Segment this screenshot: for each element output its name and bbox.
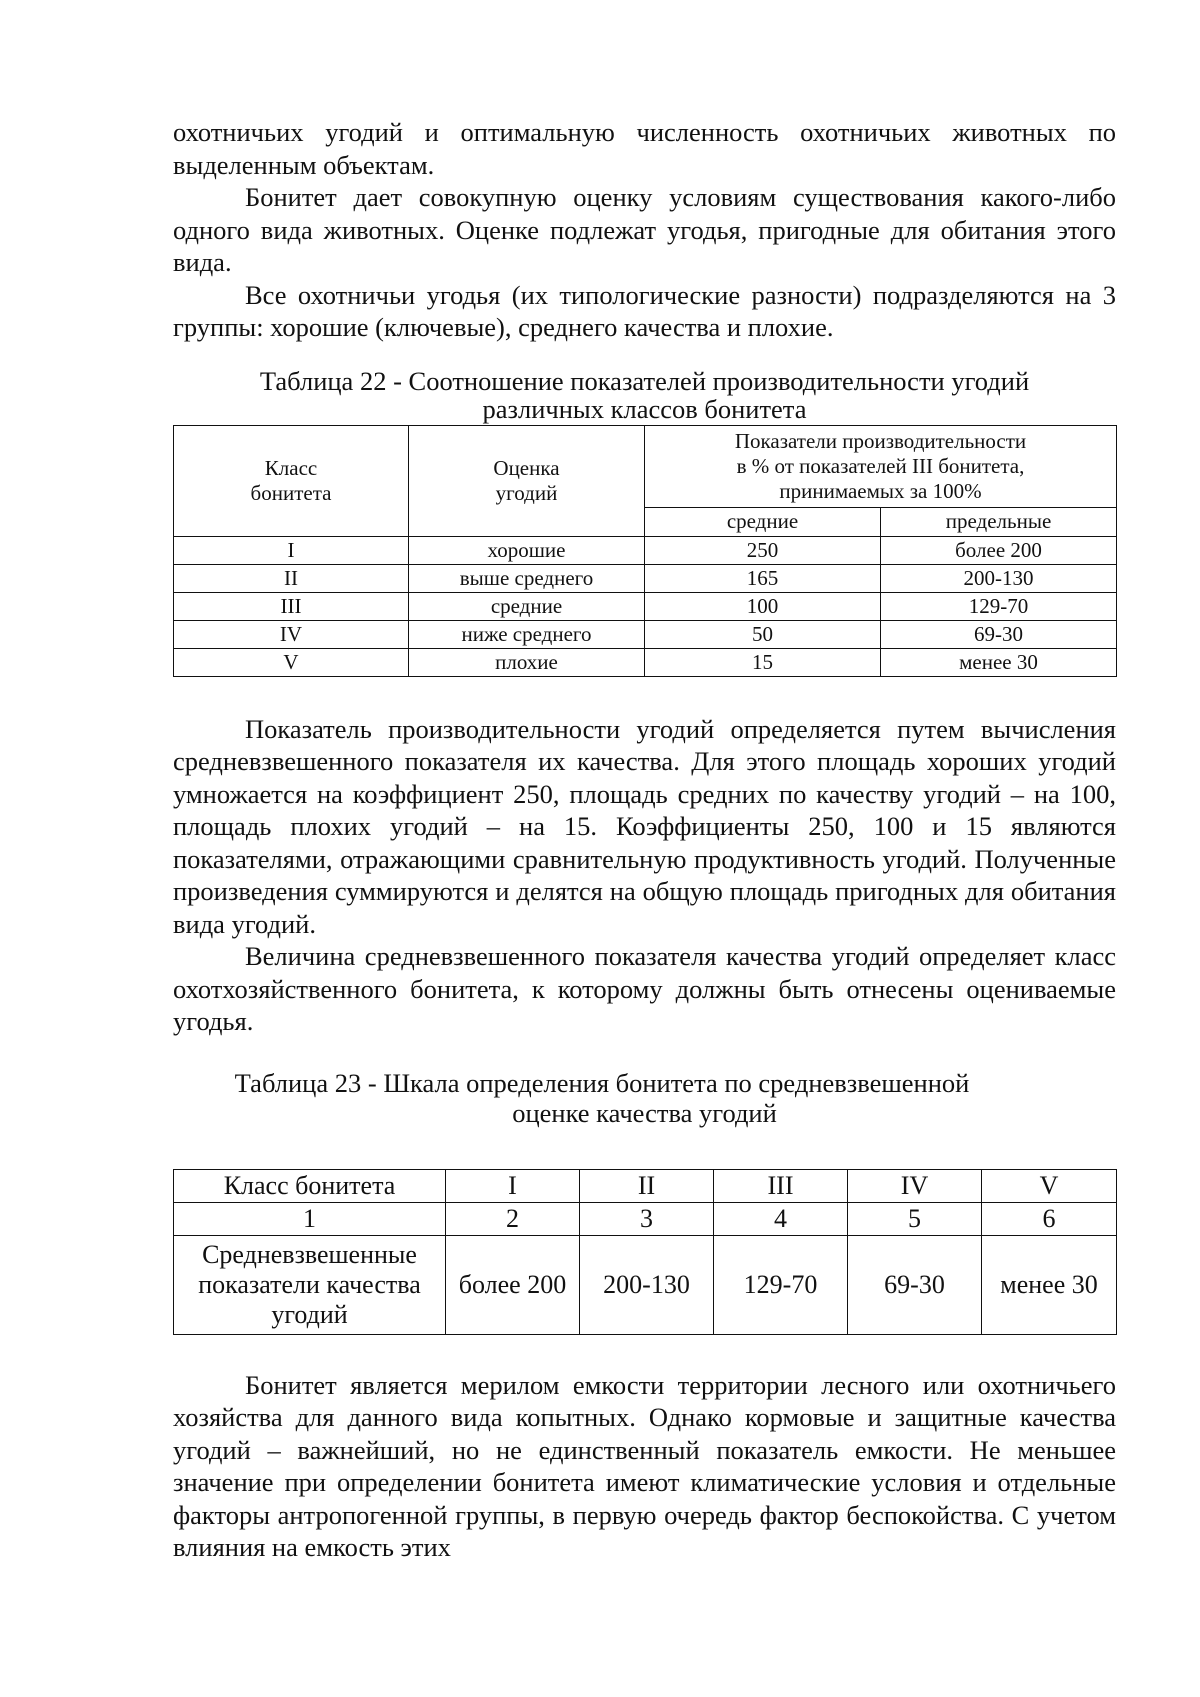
cell-average: 100 — [645, 592, 881, 620]
table-row — [174, 620, 1117, 648]
cell-limit: более 200 — [881, 536, 1117, 564]
cell-header: Класс бонитета — [174, 1169, 446, 1202]
cell-rating: выше среднего — [409, 564, 645, 592]
paragraph: Все охотничьи угодья (их типологические разности) подразделяются на 3 группы: хорошие (ключевые), среднего качества и плохие. — [173, 279, 1116, 342]
cell-class: V — [174, 648, 409, 676]
header-limit: предельные — [881, 508, 1117, 536]
cell-rating: средние — [409, 592, 645, 620]
header-class: Класс бонитета — [174, 425, 409, 536]
cell-rating: плохие — [409, 648, 645, 676]
cell-rating: ниже среднего — [409, 620, 645, 648]
cell-class: III — [174, 592, 409, 620]
cell: II — [580, 1169, 714, 1202]
cell: 69-30 — [848, 1235, 982, 1334]
cell-limit: 69-30 — [881, 620, 1117, 648]
table22-caption-line2: различных классов бонитета — [482, 393, 807, 424]
table-row — [174, 564, 1117, 592]
cell: 3 — [580, 1202, 714, 1235]
cell: 1 — [174, 1202, 446, 1235]
cell-class: I — [174, 536, 409, 564]
cell-average: 165 — [645, 564, 881, 592]
cell: I — [446, 1169, 580, 1202]
cell-header: Средневзвешенные показатели качества угодий — [174, 1235, 446, 1334]
cell: IV — [848, 1169, 982, 1202]
cell-limit: менее 30 — [881, 648, 1117, 676]
document-page — [173, 116, 1116, 1564]
cell: менее 30 — [982, 1235, 1117, 1334]
table-row — [174, 536, 1117, 564]
cell: V — [982, 1169, 1117, 1202]
table-row — [174, 592, 1117, 620]
table-row — [174, 648, 1117, 676]
cell: 129-70 — [714, 1235, 848, 1334]
table22-caption-line1: Таблица 22 - Соотношение показателей производительности угодий — [259, 365, 1030, 396]
cell-average: 250 — [645, 536, 881, 564]
table23-caption-line1: Таблица 23 - Шкала определения бонитета по средневзвешенной — [234, 1067, 970, 1098]
cell: 6 — [982, 1202, 1117, 1235]
paragraph: Бонитет является мерилом емкости территории лесного или охотничьего хозяйства для данного вида копытных. Однако кормовые и защитные качества угодий – важнейший, но не единственный показатель емкости. Не меньшее значение при определении бонитета имеют климатические условия и отдельные факторы антропогенной группы, в первую очередь фактор беспокойства. С учетом влияния на емкость этих — [173, 1369, 1116, 1562]
table-23 — [173, 1169, 1117, 1335]
table-22 — [173, 425, 1117, 677]
cell: 4 — [714, 1202, 848, 1235]
cell-class: IV — [174, 620, 409, 648]
table23-caption-line2: оценке качества угодий — [512, 1097, 777, 1128]
cell-average: 15 — [645, 648, 881, 676]
cell: 5 — [848, 1202, 982, 1235]
paragraph: Величина средневзвешенного показателя качества угодий определяет класс охотхозяйственного бонитета, к которому должны быть отнесены оцениваемые угодья. — [173, 941, 1116, 1036]
header-indicators: Показатели производительности в % от показателей III бонитета, принимаемых за 100% — [645, 425, 1117, 508]
paragraph: Бонитет дает совокупную оценку условиям существования какого-либо одного вида животных. Оценке подлежат угодья, пригодные для обитания этого вида. — [173, 182, 1116, 277]
cell-limit: 200-130 — [881, 564, 1117, 592]
paragraph: охотничьих угодий и оптимальную численность охотничьих животных по выделенным объектам. — [173, 117, 1116, 180]
cell-rating: хорошие — [409, 536, 645, 564]
header-rating: Оценка угодий — [409, 425, 645, 536]
table-row — [174, 1169, 1117, 1202]
cell-class: II — [174, 564, 409, 592]
cell: 2 — [446, 1202, 580, 1235]
cell: 200-130 — [580, 1235, 714, 1334]
header-average: средние — [645, 508, 881, 536]
cell: III — [714, 1169, 848, 1202]
paragraph: Показатель производительности угодий определяется путем вычисления средневзвешенного показателя их качества. Для этого площадь хороших угодий умножается на коэффициент 250, площадь средних по качеству угодий – на 100, площадь плохих угодий – на 15. Коэффициенты 250, 100 и 15 являются показателями, отражающими сравнительную продуктивность угодий. Полученные произведения суммируются и делятся на общую площадь пригодных для обитания вида угодий. — [173, 713, 1116, 939]
cell: более 200 — [446, 1235, 580, 1334]
cell-limit: 129-70 — [881, 592, 1117, 620]
table-row — [174, 1235, 1117, 1334]
table-row — [174, 1202, 1117, 1235]
cell-average: 50 — [645, 620, 881, 648]
